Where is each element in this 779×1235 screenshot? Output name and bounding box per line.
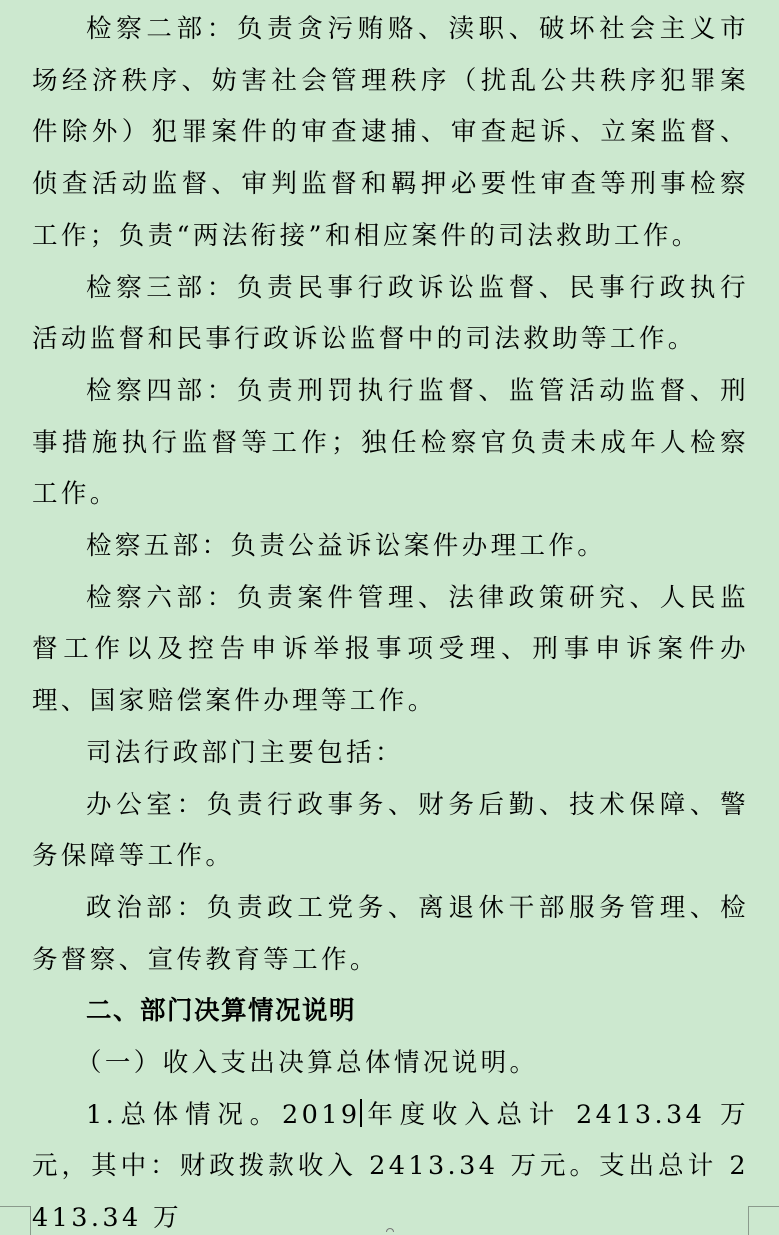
subsection-heading-text: （一）收入支出决算总体情况说明。 <box>76 1048 539 1079</box>
paragraph-procuratorate-dept-4: 检察四部：负责刑罚执行监督、监管活动监督、刑事措施执行监督等工作；独任检察官负责未成年人检察工作。 <box>32 375 749 510</box>
paragraph-procuratorate-dept-5: 检察五部：负责公益诉讼案件办理工作。 <box>86 531 607 562</box>
text-cursor <box>360 1099 362 1127</box>
paragraph-procuratorate-dept-6: 检察六部：负责案件管理、法律政策研究、人民监督工作以及控告申诉举报事项受理、刑事申诉案件办理、国家赔偿案件办理等工作。 <box>32 582 749 717</box>
subsection-heading <box>32 1038 749 1090</box>
overall-text-after-cursor: 年度收入总计 2413.34 万元，其中：财政拨款收入 2413.34 万元。支出总计 2413.34 万 <box>32 1099 749 1234</box>
paragraph-political-dept: 政治部：负责政工党务、离退休干部服务管理、检务督察、宣传教育等工作。 <box>32 892 749 975</box>
overall-text-before-cursor: 1.总体情况。2019 <box>86 1099 361 1130</box>
paragraph-procuratorate-dept-3: 检察三部：负责民事行政诉讼监督、民事行政执行活动监督和民事行政诉讼监督中的司法救助等工作。 <box>32 272 749 355</box>
page-corner-mark-right <box>748 1206 779 1235</box>
paragraph-overall-situation <box>32 1090 749 1235</box>
paragraph-judicial-admin-intro: 司法行政部门主要包括： <box>86 737 404 768</box>
section-heading: 二、部门决算情况说明 <box>86 996 357 1027</box>
document-body[interactable] <box>32 4 749 1235</box>
paragraph-procuratorate-dept-2: 检察二部：负责贪污贿赂、渎职、破坏社会主义市场经济秩序、妨害社会管理秩序（扰乱公共秩序犯罪案件除外）犯罪案件的审查逮捕、审查起诉、立案监督、侦查活动监督、审判监督和羁押必要性审查等刑事检察工作；负责“两法衔接”和相应案件的司法救助工作。 <box>32 14 749 251</box>
paragraph-general-office: 办公室：负责行政事务、财务后勤、技术保障、警务保障等工作。 <box>32 789 749 872</box>
page-corner-mark-left <box>0 1206 31 1235</box>
page-center-mark <box>386 1228 394 1232</box>
